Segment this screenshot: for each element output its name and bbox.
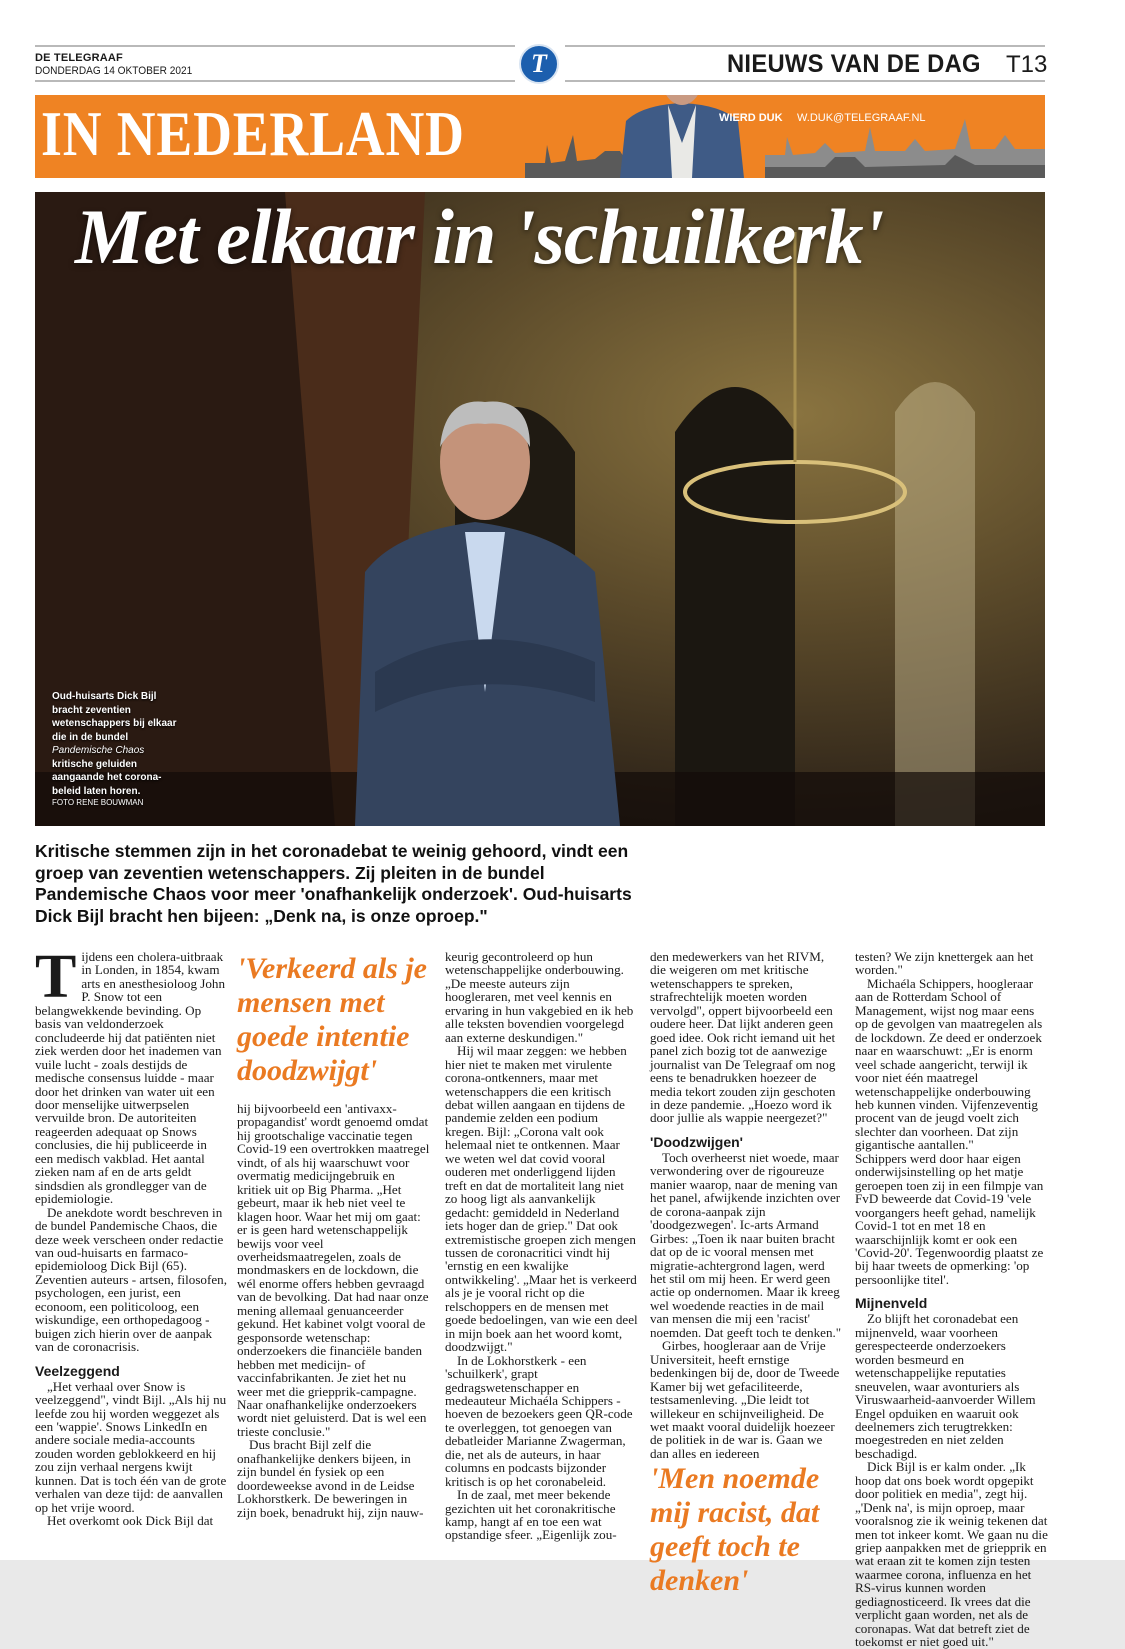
author-portrait-icon	[612, 95, 752, 178]
paper-name: DE TELEGRAAF	[35, 52, 123, 64]
rule	[565, 80, 1045, 82]
subheading: Mijnenveld	[855, 1295, 928, 1312]
caption-text: Oud-huisarts Dick Bijl bracht zeventien wetenschappers bij elkaar die in de bundel	[52, 691, 177, 743]
author-name: WIERD DUK	[719, 112, 783, 124]
skyline-icon	[525, 115, 1045, 178]
author-email[interactable]: W.DUK@TELEGRAAF.NL	[797, 112, 926, 124]
article-column-1	[35, 943, 228, 1529]
issue-date: DONDERDAG 14 OKTOBER 2021	[35, 65, 193, 77]
church-interior-image	[35, 192, 1045, 826]
paragraph	[35, 943, 228, 1207]
paragraph: testen? We zijn knettergek aan het worden."	[855, 949, 1034, 978]
subheading: Veelzeggend	[35, 1362, 120, 1379]
rule	[565, 45, 1045, 47]
telegraaf-logo-icon: T	[519, 44, 559, 84]
section-banner	[35, 95, 1045, 178]
article-column-5	[855, 950, 1048, 1649]
section-banner-title: IN NEDERLAND	[41, 98, 465, 169]
page-number: T13	[1006, 51, 1048, 78]
paragraph: Toch overheerst niet woede, maar verwondering over de rigoureuze manier waarop, naar de mening van het panel, afwijkende inzichten over de corona-aanpak zijn 'doodgezwegen'. Ic-arts Armand Girbes: „Toen ik naar buiten bracht dat op de ic vooral mensen met migratie-achtergrond lagen, werd het stil om mij heen. Er werd geen actie op ondernomen. Maar ik kreeg wel woedende reacties in de mail van mensen die mij een 'racist' noemden. Dat geeft toch te denken."	[650, 1149, 842, 1340]
paragraph: In de Lokhorstkerk - een 'schuilkerk', grapt gedragswetenschapper en medeauteur Michaéla Schippers - hoeven de bezoekers geen QR-code te overleggen, tot genoegen van debatleider Marianne Zwagerman, die, net als de auteurs, in haar columns en podcasts bijzonder kritisch is op het coronabeleid.	[445, 1352, 633, 1489]
rule	[35, 45, 515, 47]
article-column-3	[445, 950, 638, 1542]
paragraph: den medewerkers van het RIVM, die weigeren om met kritische wetenschappers te spreken, strafrechtelijk moeten worden vervolgd", oppert bijvoorbeeld een oudere heer. Dat lijkt anderen geen goed idee. Ook richt iemand uit het panel zich bozig tot de aanwezige journalist van De Telegraaf om nog eens te benadrukken hoezeer de media tekort zouden zijn geschoten in deze pandemie. „Hoezo word ik door jullie als wappie neergezet?"	[650, 949, 836, 1126]
article-lede: Kritische stemmen zijn in het coronadebat te weinig gehoord, vindt een groep van zeventien wetenschappers. Zij pleiten in de bundel Pandemische Chaos voor meer 'onafhankelijk onderzoek'. Oud-huisarts Dick Bijl bracht hen bijeen: „Denk na, is onze oproep."	[35, 841, 632, 926]
headline: Met elkaar in 'schuilkerk'	[75, 193, 884, 280]
pull-quote: 'Men noemde mij racist, dat geeft toch te denken'	[650, 1462, 820, 1598]
article-photo	[35, 192, 1045, 826]
article-column-2	[237, 950, 430, 1519]
paragraph: keurig gecontroleerd op hun wetenschappelijke onderbouwing. „De meeste auteurs zijn hoogleraren, met veel kennis en ervaring in hun vakgebied en ik heb alle teksten bovendien voorgelegd aan externe deskundigen."	[445, 949, 634, 1045]
caption-text-end: kritische geluiden aangaande het corona-beleid laten horen.	[52, 758, 162, 797]
paragraph: Girbes, hoogleraar aan de Vrije Universiteit, heeft ernstige bedenkingen bij de, door de Tweede Kamer bij wet gefaciliteerde, testsamenleving. „Die leidt tot willekeur en schijnveiligheid. De wet maakt vooral duidelijk hoezeer de politiek in de war is. Gaan we dan alles en iedereen	[650, 1338, 840, 1461]
subheading: 'Doodzwijgen'	[650, 1133, 743, 1150]
paragraph: „Het verhaal over Snow is veelzeggend", vindt Bijl. „Als hij nu leefde zou hij worden weggezet als een 'wappie'. Snows LinkedIn en andere sociale media-accounts zouden worden geblokkeerd en hij zou zijn verhaal nergens kwijt kunnen. Dat is toch één van de grote verhalen van deze tijd: de aanvallen op het vrije woord.	[35, 1378, 227, 1515]
photo-caption	[52, 690, 182, 807]
paragraph: Michaéla Schippers, hoogleraar aan de Rotterdam School of Management, wijst nog maar eens op de gevolgen van maatregelen als de lockdown. Ze deed er onderzoek naar en waarschuwt: „Er is enorm veel schade aangericht, terwijl ik voor niet één maatregel wetenschappelijke onderbouwing heb kunnen vinden. Vijfenzeventig procent van de jeugd voelt zich slechter dan voorheen. Dat zijn gigantische aantallen."	[855, 975, 1043, 1153]
paragraph: Dick Bijl is er kalm onder. „Ik hoop dat ons boek wordt opgepikt door politiek en media", zegt hij. „'Denk na', is mijn oproep, maar vooralsnog zie ik weinig tekenen dat men tot inkeer komt. We gaan nu die griep aanpakken met de griepprik en wat eraan zit te komen zijn testen waarmee corona, influenza en het RS-virus kunnen worden gediagnosticeerd. Ik vrees dat die verplicht gaan worden, net als de coronapas. Wat dat betreft ziet de toekomst er niet goed uit."	[855, 1459, 1048, 1649]
paragraph: Zo blijft het coronadebat een mijnenveld, waar voorheen gerespecteerde onderzoekers worden besmeurd en wetenschappelijke reputaties sneuvelen, waar avonturiers als Viruswaarheid-aanvoerder Willem Engel opduiken en waaruit ook deelnemers zich terugtrekken: moegestreden en niet zelden beschadigd.	[855, 1311, 1036, 1461]
paragraph: Hij wil maar zeggen: we hebben hier niet te maken met virulente corona-ontkenners, maar met wetenschappers die een kritisch debat willen aangaan en tijdens de pandemie zelden een podium kregen. Bijl: „Corona valt ook helemaal niet te ontkennen. Maar we weten wel dat covid vooral ouderen met onderliggend lijden treft en dat de mortaliteit lang niet zo hoog ligt als aanvankelijk gedacht: gemiddeld in Nederland iets hoger dan de griep." Dat ook extremistische groepen zich mengen tussen de coronacritici vindt hij 'ernstig en een kwalijke ontwikkeling'. „Maar het is verkeerd als je je vooral richt op die relschoppers en de mensen met goede bedoelingen, van wie een deel in mijn boek aan het woord komt, doodzwijgt."	[445, 1043, 638, 1355]
rule	[35, 80, 515, 82]
paragraph: hij bijvoorbeeld een 'antivaxx-propagandist' wordt genoemd omdat hij grootschalige vaccinatie tegen Covid-19 een overtrokken maatregel vindt, of als hij waarschuwt voor overmatig medicijngebruik en kritiek uit op Big Pharma. „Het gebeurt, maar ik heb niet veel te klagen hoor. Waar het mij om gaat: er is geen hard wetenschappelijk bewijs voor veel overheidsmaatregelen, zoals de mondmaskers en de lockdown, die wél enorme offers hebben gevraagd van de bevolking. Dat had naar onze mening allemaal genuanceerder gekund. Het kabinet volgt vooral de gesponsorde wetenschap: onderzoekers die financiële banden hebben met medicijn- of vaccinfabrikanten. Je ziet het nu weer met die griepprik-campagne. Naar onafhankelijke onderzoekers wordt niet geluisterd. Dat is wel een trieste conclusie."	[237, 1101, 430, 1439]
caption-book-title: Pandemische Chaos	[52, 745, 145, 756]
article-column-4	[650, 950, 843, 1612]
section-title: NIEUWS VAN DE DAG	[727, 50, 981, 78]
paragraph: De anekdote wordt beschreven in de bundel Pandemische Chaos, die deze week verscheen onder redactie van oud-huisarts en farmaco-epidemioloog Dick Bijl (65). Zeventien auteurs - artsen, filosofen, psychologen, een jurist, een econoom, een politicoloog, een wiskundige, een orthopedagoog - buigen zich hierin over de aanpak van de coronacrisis.	[35, 1204, 227, 1355]
photo-credit: FOTO RENE BOUWMAN	[52, 798, 144, 807]
paragraph: Dus bracht Bijl zelf die onafhankelijke denkers bijeen, in zijn bundel én fysiek op een doordeweekse avond in de Leidse Lokhorstkerk. De beweringen in zijn boek, benadrukt hij, zijn nauw-	[237, 1437, 424, 1520]
paragraph-text: ijdens een cholera-uitbraak in Londen, in 1854, kwam arts en anesthesioloog John P. Snow tot een belangwekkende bevinding. Op basis van veldonderzoek concludeerde hij dat patiënten niet ziek werden door het inademen van vuile lucht - zoals destijds de medische consensus luidde - maar door het drinken van water uit een door menselijke uitwerpselen vervuilde bron. De autoriteiten reageerden adequaat op Snows conclusies, die hij publiceerde in een medisch vakblad. Het aantal zieken nam af en de arts geldt sindsdien als grondlegger van de epidemiologie.	[35, 949, 226, 1207]
paragraph: Schippers werd door haar eigen onderwijsinstelling op het matje geroepen toen zij in een filmpje van FvD beweerde dat Covid-19 'vele voorgangers heeft gehad, namelijk Covid-1 tot en met 18 en waarschijnlijk komt er ook een 'Covid-20'. Tegenwoordig plaatst ze bij haar tweets de opmerking: 'op persoonlijke titel'.	[855, 1150, 1044, 1287]
paragraph: Het overkomt ook Dick Bijl dat	[47, 1513, 214, 1529]
pull-quote: 'Verkeerd als je mensen met goede intentie doodzwijgt'	[237, 952, 427, 1087]
drop-cap: T	[35, 943, 77, 1011]
paragraph: In de zaal, met meer bekende gezichten uit het coronakritische kamp, hangt af en toe een wat opstandige sfeer. „Eigenlijk zou-	[445, 1487, 617, 1543]
